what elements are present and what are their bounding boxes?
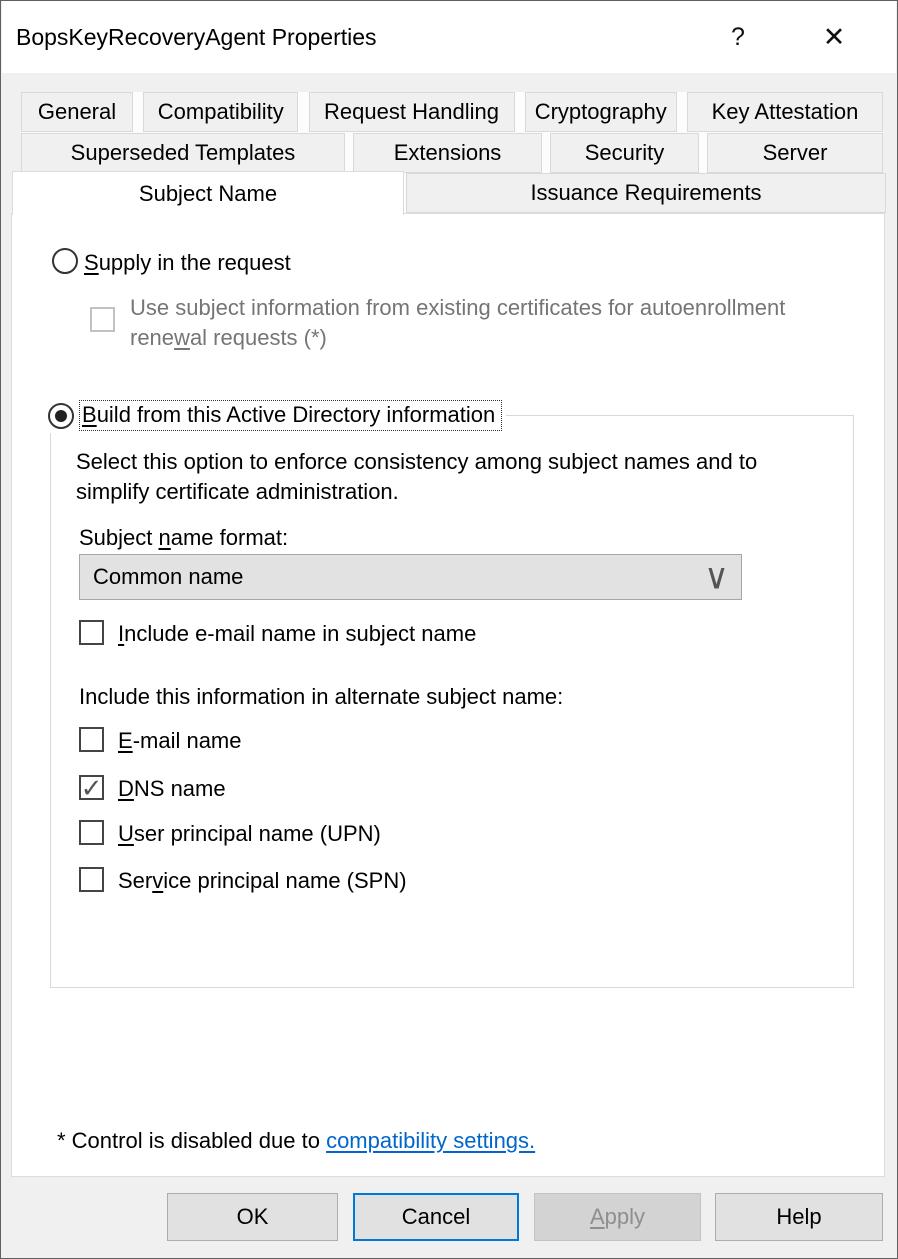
tab-extensions[interactable]: Extensions — [353, 133, 542, 173]
upn-label[interactable]: User principal name (UPN) — [118, 821, 381, 846]
compatibility-settings-link[interactable]: compatibility settings. — [326, 1128, 536, 1153]
help-button[interactable]: Help — [715, 1193, 883, 1241]
close-icon[interactable]: ✕ — [822, 22, 846, 52]
cancel-button[interactable]: Cancel — [353, 1193, 519, 1241]
dialog-title: BopsKeyRecoveryAgent Properties — [16, 24, 377, 50]
email-name-checkbox[interactable] — [79, 727, 104, 752]
tab-issuance-requirements[interactable]: Issuance Requirements — [406, 173, 886, 213]
apply-button: Apply — [534, 1193, 701, 1241]
checkmark-icon: ✓ — [80, 772, 103, 803]
alternate-subject-section-label: Include this information in alternate subject name: — [79, 684, 564, 709]
email-name-label[interactable]: E-mail name — [118, 728, 242, 753]
tab-superseded-templates[interactable]: Superseded Templates — [21, 133, 345, 173]
title-bar — [2, 1, 896, 73]
build-from-ad-radio[interactable] — [48, 403, 74, 429]
tab-request-handling[interactable]: Request Handling — [309, 92, 515, 132]
supply-in-request-radio[interactable] — [52, 248, 78, 274]
dns-name-label[interactable]: DNS name — [118, 776, 226, 801]
compatibility-footnote: * Control is disabled due to compatibility settings. — [57, 1128, 536, 1153]
tab-security[interactable]: Security — [550, 133, 699, 173]
build-option-description: Select this option to enforce consistency among subject names and to simplify certificate administration. — [76, 449, 758, 504]
help-icon[interactable]: ? — [731, 23, 745, 51]
subject-name-format-dropdown[interactable] — [79, 554, 742, 600]
tab-general[interactable]: General — [21, 92, 133, 132]
tab-row-1 — [21, 92, 883, 132]
ok-button[interactable]: OK — [167, 1193, 338, 1241]
tab-key-attestation[interactable]: Key Attestation — [687, 92, 883, 132]
upn-checkbox[interactable] — [79, 820, 104, 845]
tab-server[interactable]: Server — [707, 133, 883, 173]
tab-cryptography[interactable]: Cryptography — [525, 92, 677, 132]
use-existing-certs-label: Use subject information from existing certificates for autoenrollment renewal requests (*) — [130, 295, 786, 350]
build-from-ad-label[interactable]: Build from this Active Directory information — [79, 400, 502, 431]
tab-row-2 — [21, 133, 883, 173]
subject-name-format-value: Common name — [93, 564, 244, 589]
include-email-in-subject-checkbox[interactable] — [79, 620, 104, 645]
build-from-ad-option[interactable] — [46, 398, 506, 433]
tab-subject-name[interactable]: Subject Name — [12, 171, 404, 215]
supply-in-request-label[interactable]: Supply in the request — [84, 250, 291, 275]
subject-name-tab-page — [11, 213, 885, 1177]
spn-checkbox[interactable] — [79, 867, 104, 892]
spn-label[interactable]: Service principal name (SPN) — [118, 868, 407, 893]
use-existing-certs-checkbox — [90, 307, 115, 332]
subject-name-format-label: Subject name format: — [79, 525, 289, 550]
chevron-down-icon: ∨ — [704, 557, 729, 597]
dns-name-checkbox[interactable] — [79, 772, 104, 803]
include-email-in-subject-label[interactable]: Include e-mail name in subject name — [118, 621, 477, 646]
tab-compatibility[interactable]: Compatibility — [143, 92, 298, 132]
